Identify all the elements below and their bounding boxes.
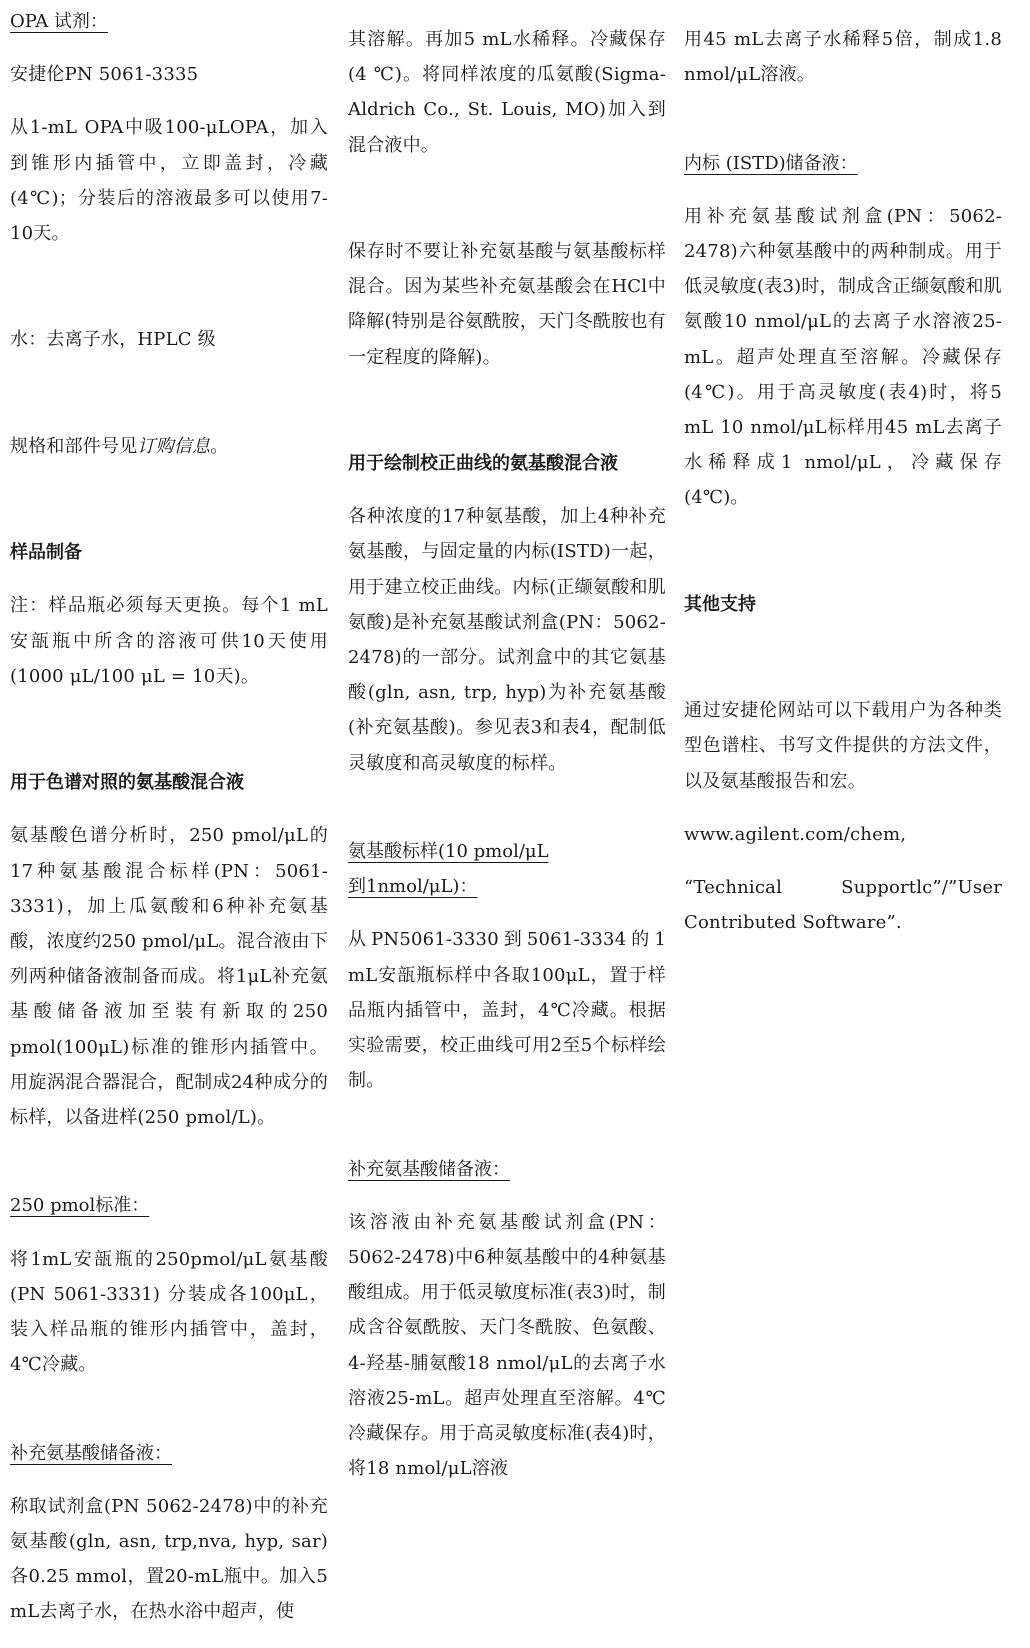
std-250-heading: 250 pmol标准： (10, 1195, 150, 1217)
calibration-mix-body: 各种浓度的17种氨基酸，加上4种补充氨基酸，与固定量的内标(ISTD)一起，用于建立校正曲线。内标(正缬氨酸和肌氨酸)是补充氨基酸试剂盒(PN：5062-2478)的一部分。试剂盒中的其它氨基酸(gln, asn, trp, hyp)为补充氨基酸(补充氨基酸)。参见表3和表4，配制低灵敏度和高灵敏度的标样。 (348, 506, 666, 774)
chromatography-mix-body: 氨基酸色谱分析时，250 pmol/μL的17种氨基酸混合标样(PN：5061-3331)，加上瓜氨酸和6种补充氨基酸，浓度约250 pmol/μL。混合液由下列两种储备液制备而成。将1μL补充氨基酸储备液加至装有新取的250 pmol(100μL)标准的锥形内插管中。用旋涡混合器混合，配制成24种成分的标样，以备进样(250 pmol/L)。 (10, 825, 328, 1129)
chromatography-mix-heading: 用于色谱对照的氨基酸混合液 (10, 772, 244, 794)
ordering-reference-suffix: 。 (210, 435, 229, 457)
water-spec: 水：去离子水，HPLC 级 (10, 329, 216, 351)
supplement-stock-2-continued: 用45 mL去离子水稀释5倍，制成1.8 nmol/μL溶液。 (684, 29, 1002, 86)
supplement-stock-2-body: 该溶液由补充氨基酸试剂盒(PN：5062-2478)中6种氨基酸中的4种氨基酸组成。用于低灵敏度标准(表3)时，制成含谷氨酰胺、天门冬酰胺、色氨酸、4-羟基-脯氨酸18 nmol/μL的去离子水溶液25-mL。超声处理直至溶解。4℃冷藏保存。用于高灵敏度标准(表4)时，将18 nmol/μL溶液 (348, 1211, 666, 1480)
ordering-reference (10, 429, 328, 464)
calibration-mix-heading: 用于绘制校正曲线的氨基酸混合液 (348, 453, 618, 474)
column-2 (348, 4, 666, 1504)
ordering-reference-prefix: 规格和部件号见 (10, 435, 138, 457)
opa-part-number: 安捷伦PN 5061-3335 (10, 64, 199, 86)
agilent-url[interactable]: www.agilent.com/chem, (684, 823, 907, 845)
document-page (10, 4, 1025, 1623)
opa-instructions: 从1-mL OPA中吸100-μLOPA，加入到锥形内插管中，立即盖封，冷藏(4℃)；分装后的溶液最多可以使用7-10天。 (10, 117, 328, 245)
other-support-heading: 其他支持 (684, 593, 756, 615)
supplement-stock-2-heading: 补充氨基酸储备液： (348, 1158, 510, 1180)
aa-standard-body: 从PN5061-3330到5061-3334的1 mL安瓿瓶标样中各取100μL，置于样品瓶内插管中，盖封，4℃冷藏。根据实验需要，校正曲线可用2至5个标样绘制。 (348, 929, 666, 1092)
istd-stock-body: 用补充氨基酸试剂盒(PN：5062-2478)六种氨基酸中的两种制成。用于低灵敏度(表3)时，制成含正缬氨酸和肌氨酸10 nmol/μL的去离子水溶液25-mL。超声处理直至溶解。冷藏保存(4℃)。用于高灵敏度(表4)时，将5 mL 10 nmol/μL标样用45 mL去离子水稀释成1 nmol/μL，冷藏保存(4℃)。 (684, 205, 1002, 509)
aa-standard-heading-line2: 到1nmol/μL)： (348, 876, 478, 898)
supplement-stock-body: 称取试剂盒(PN 5062-2478)中的补充氨基酸(gln, asn, trp,nva, hyp, sar)各0.25 mmol，置20-mL瓶中。加入5 mL去离子水，在热水浴中超声，使 (10, 1495, 328, 1623)
other-support-body: 通过安捷伦网站可以下载用户为各种类型色谱柱、书写文件提供的方法文件，以及氨基酸报告和宏。 (684, 700, 1002, 792)
support-path: “Technical Supportlc”/”User Contributed Software”. (684, 877, 1002, 934)
column-3 (684, 4, 1002, 958)
supplement-stock-heading: 补充氨基酸储备液： (10, 1442, 172, 1464)
istd-stock-heading: 内标 (ISTD)储备液： (684, 152, 858, 174)
sample-prep-heading: 样品制备 (10, 542, 82, 564)
aa-standard-heading-line1: 氨基酸标样(10 pmol/μL (348, 841, 549, 863)
std-250-body: 将1mL安瓿瓶的250pmol/μL氨基酸(PN 5061-3331) 分装成各100μL，装入样品瓶的锥形内插管中，盖封，4℃冷藏。 (10, 1248, 328, 1376)
opa-reagent-heading: OPA 试剂： (10, 11, 108, 32)
storage-caution: 保存时不要让补充氨基酸与氨基酸标样混合。因为某些补充氨基酸会在HCl中降解(特别是谷氨酰胺，天门冬酰胺也有一定程度的降解)。 (348, 241, 666, 368)
column-1 (10, 4, 328, 1648)
sample-prep-note: 注：样品瓶必须每天更换。每个1 mL安瓿瓶中所含的溶液可供10天使用(1000 μL/100 μL = 10天)。 (10, 595, 328, 687)
supplement-stock-continued: 其溶解。再加5 mL水稀释。冷藏保存(4 ℃)。将同样浓度的瓜氨酸(Sigma-Aldrich Co., St. Louis, MO)加入到混合液中。 (348, 29, 666, 156)
ordering-info-link[interactable]: 订购信息 (137, 435, 211, 457)
